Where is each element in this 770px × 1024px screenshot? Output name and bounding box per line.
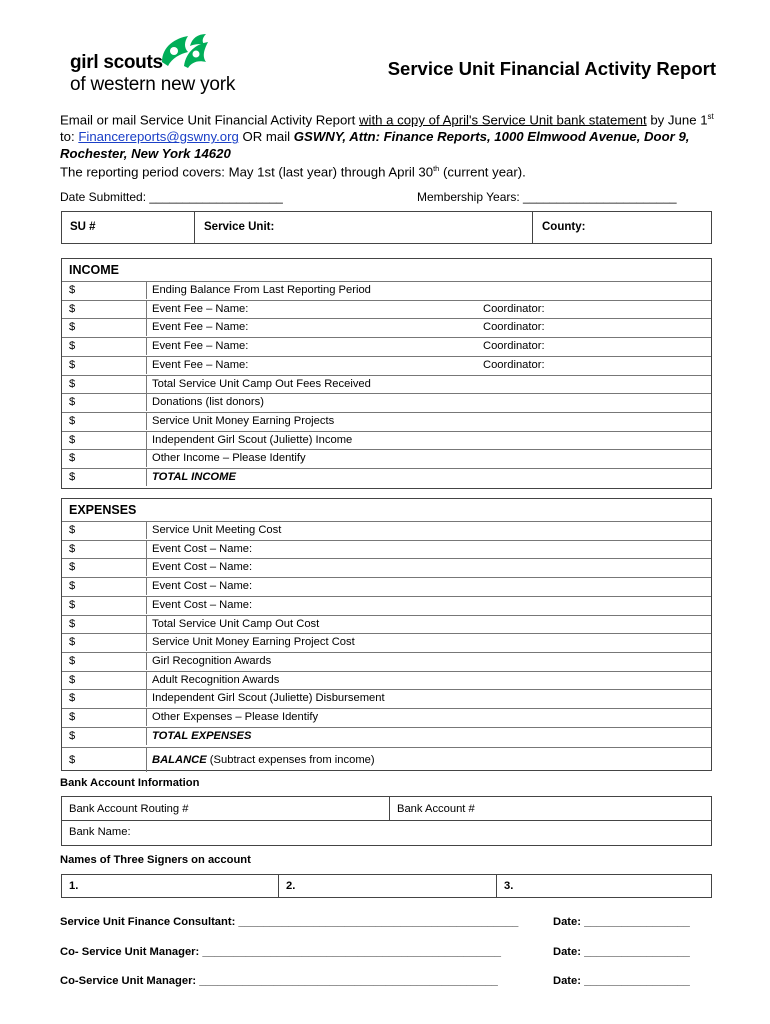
divider	[146, 318, 147, 336]
income-row	[62, 393, 711, 411]
instructions	[60, 108, 720, 162]
girl-scouts-logo	[70, 32, 250, 96]
amount-field[interactable]: $	[69, 358, 76, 371]
page-title: Service Unit Financial Activity Report	[387, 58, 716, 79]
amount-field[interactable]: $	[69, 654, 76, 667]
expense-row	[62, 652, 711, 670]
county-field[interactable]: County:	[542, 221, 586, 233]
amount-field[interactable]: $	[69, 561, 76, 574]
divider	[146, 521, 147, 539]
amount-field[interactable]: $	[69, 598, 76, 611]
expense-row	[62, 689, 711, 707]
amount-field[interactable]: $	[69, 471, 76, 483]
period-tail: (current year).	[439, 164, 526, 180]
divider	[146, 671, 147, 689]
period-sup: th	[433, 164, 440, 173]
email-link[interactable]: Financereports@gswny.org	[78, 129, 239, 145]
co-manager-2-signature[interactable]: Co-Service Unit Manager: ________________________________________________	[60, 975, 498, 987]
divider	[146, 412, 147, 430]
amount-field[interactable]: $	[69, 617, 76, 630]
amount-field[interactable]: $	[69, 433, 76, 446]
intro-text-3: to:	[60, 129, 79, 145]
divider	[389, 797, 390, 820]
income-row	[62, 412, 711, 430]
expense-label: Other Expenses – Please Identify	[152, 711, 319, 723]
expense-row	[62, 558, 711, 576]
bank-info-table	[61, 796, 712, 846]
income-row	[62, 337, 711, 355]
income-label: Event Fee – Name:	[152, 358, 249, 371]
income-label: Service Unit Money Earning Projects	[152, 414, 335, 427]
expense-row	[62, 577, 711, 595]
expense-label: Event Cost – Name:	[152, 580, 253, 593]
amount-field[interactable]: $	[69, 321, 76, 334]
divider	[146, 727, 147, 745]
balance-bold: BALANCE	[152, 754, 207, 767]
co-manager-1-date[interactable]: Date: _________________	[553, 946, 690, 958]
amount-field[interactable]: $	[69, 673, 76, 686]
coordinator-field[interactable]: Coordinator:	[483, 321, 545, 334]
balance-note: (Subtract expenses from income)	[206, 754, 375, 767]
income-row	[62, 449, 711, 467]
intro-text-2: by June 1	[646, 112, 708, 128]
amount-field[interactable]: $	[69, 636, 76, 649]
divider	[146, 356, 147, 374]
date-submitted-field[interactable]: Date Submitted: ____________________	[60, 190, 283, 204]
divider	[146, 577, 147, 595]
divider	[62, 820, 711, 821]
intro-sup: st	[707, 112, 714, 121]
income-row	[62, 431, 711, 449]
finance-consultant-date[interactable]: Date: _________________	[553, 916, 690, 928]
expense-row	[62, 540, 711, 558]
signers-table	[61, 874, 712, 898]
amount-field[interactable]: $	[69, 302, 76, 315]
divider	[146, 747, 147, 772]
income-row	[62, 356, 711, 374]
expense-row	[62, 633, 711, 651]
co-manager-1-signature[interactable]: Co- Service Unit Manager: ________________________________________________	[60, 946, 502, 958]
divider	[146, 689, 147, 707]
period-text: The reporting period covers: May 1st (last year) through April 30	[60, 164, 434, 180]
divider	[146, 431, 147, 449]
bank-routing-field[interactable]: Bank Account Routing #	[69, 803, 189, 815]
divider	[146, 633, 147, 651]
logo-text-secondary: of western new york	[70, 74, 236, 95]
intro-text-4: OR mail	[238, 129, 294, 145]
income-label: Event Fee – Name:	[152, 321, 249, 334]
amount-field[interactable]: $	[69, 396, 76, 409]
income-label: Independent Girl Scout (Juliette) Income	[152, 433, 353, 446]
expense-row	[62, 708, 711, 726]
divider	[146, 300, 147, 318]
logo-text-primary: girl scouts	[70, 52, 163, 73]
amount-field[interactable]: $	[69, 729, 76, 742]
service-unit-info-row	[61, 211, 712, 244]
su-number-field[interactable]: SU #	[70, 221, 96, 233]
income-label: Event Fee – Name:	[152, 340, 249, 353]
membership-years-field[interactable]: Membership Years: _______________________	[417, 190, 677, 204]
expense-row	[62, 596, 711, 614]
divider	[146, 558, 147, 576]
signers-heading: Names of Three Signers on account	[60, 854, 251, 866]
income-label: Donations (list donors)	[152, 396, 264, 409]
expense-label: Event Cost – Name:	[152, 598, 253, 611]
income-row	[62, 375, 711, 393]
divider	[146, 375, 147, 393]
divider	[146, 615, 147, 633]
income-section	[61, 258, 712, 489]
income-row	[62, 281, 711, 299]
bank-account-field[interactable]: Bank Account #	[397, 803, 475, 815]
amount-field[interactable]: $	[69, 754, 76, 767]
expense-label: Event Cost – Name:	[152, 542, 253, 555]
divider	[146, 708, 147, 726]
divider	[146, 652, 147, 670]
divider	[146, 281, 147, 299]
reporting-period	[60, 164, 526, 179]
expense-label: Service Unit Meeting Cost	[152, 524, 282, 536]
mailing-address: GSWNY, Attn: Finance Reports, 1000 Elmwood Avenue, Door 9, Rochester, New York 14620	[60, 129, 690, 162]
amount-field[interactable]: $	[69, 377, 76, 390]
expense-label: Girl Recognition Awards	[152, 654, 272, 667]
expense-label: Independent Girl Scout (Juliette) Disbursement	[152, 692, 385, 705]
signer-1-field[interactable]: 1.	[69, 880, 79, 892]
amount-field[interactable]: $	[69, 711, 76, 723]
divider	[278, 875, 279, 897]
bank-name-field[interactable]: Bank Name:	[69, 826, 131, 838]
expenses-heading: EXPENSES	[69, 503, 137, 517]
expenses-section	[61, 498, 712, 771]
divider	[146, 596, 147, 614]
expense-label: Service Unit Money Earning Project Cost	[152, 636, 355, 649]
amount-field[interactable]: $	[69, 452, 76, 465]
service-unit-field[interactable]: Service Unit:	[204, 221, 275, 233]
income-label: Event Fee – Name:	[152, 302, 249, 315]
income-heading: INCOME	[69, 263, 119, 277]
divider	[146, 449, 147, 467]
divider	[146, 393, 147, 411]
finance-consultant-signature[interactable]: Service Unit Finance Consultant: _____________________________________________	[60, 916, 519, 928]
amount-field[interactable]: $	[69, 414, 76, 427]
co-manager-2-date[interactable]: Date: _________________	[553, 975, 690, 987]
expense-row	[62, 521, 711, 539]
total-expenses-label: TOTAL EXPENSES	[152, 729, 252, 742]
coordinator-field[interactable]: Coordinator:	[483, 358, 545, 371]
coordinator-field[interactable]: Coordinator:	[483, 340, 545, 353]
bank-info-heading: Bank Account Information	[60, 777, 200, 789]
amount-field[interactable]: $	[69, 524, 76, 536]
income-label: Total Service Unit Camp Out Fees Received	[152, 377, 371, 390]
total-income-label: TOTAL INCOME	[152, 471, 236, 483]
signer-3-field[interactable]: 3.	[504, 880, 514, 892]
divider	[146, 337, 147, 355]
income-row	[62, 300, 711, 318]
divider	[496, 875, 497, 897]
expense-row	[62, 615, 711, 633]
expense-row	[62, 671, 711, 689]
amount-field[interactable]: $	[69, 340, 76, 353]
balance-row	[62, 747, 711, 772]
divider	[146, 540, 147, 558]
expense-label: Adult Recognition Awards	[152, 673, 280, 686]
amount-field[interactable]: $	[69, 692, 76, 705]
amount-field[interactable]: $	[69, 542, 76, 555]
signer-2-field[interactable]: 2.	[286, 880, 296, 892]
expense-row	[62, 727, 711, 745]
expense-label: Total Service Unit Camp Out Cost	[152, 617, 320, 630]
income-row	[62, 318, 711, 336]
intro-underlined: with a copy of April's Service Unit bank statement	[359, 112, 647, 128]
divider	[194, 212, 195, 243]
amount-field[interactable]: $	[69, 580, 76, 593]
intro-text: Email or mail Service Unit Financial Activity Report	[60, 112, 360, 128]
income-row	[62, 468, 711, 486]
income-label: Ending Balance From Last Reporting Period	[152, 284, 371, 296]
income-label: Other Income – Please Identify	[152, 452, 306, 465]
balance-label	[152, 748, 375, 773]
divider	[532, 212, 533, 243]
divider	[146, 468, 147, 486]
coordinator-field[interactable]: Coordinator:	[483, 302, 545, 315]
amount-field[interactable]: $	[69, 284, 76, 296]
expense-label: Event Cost – Name:	[152, 561, 253, 574]
